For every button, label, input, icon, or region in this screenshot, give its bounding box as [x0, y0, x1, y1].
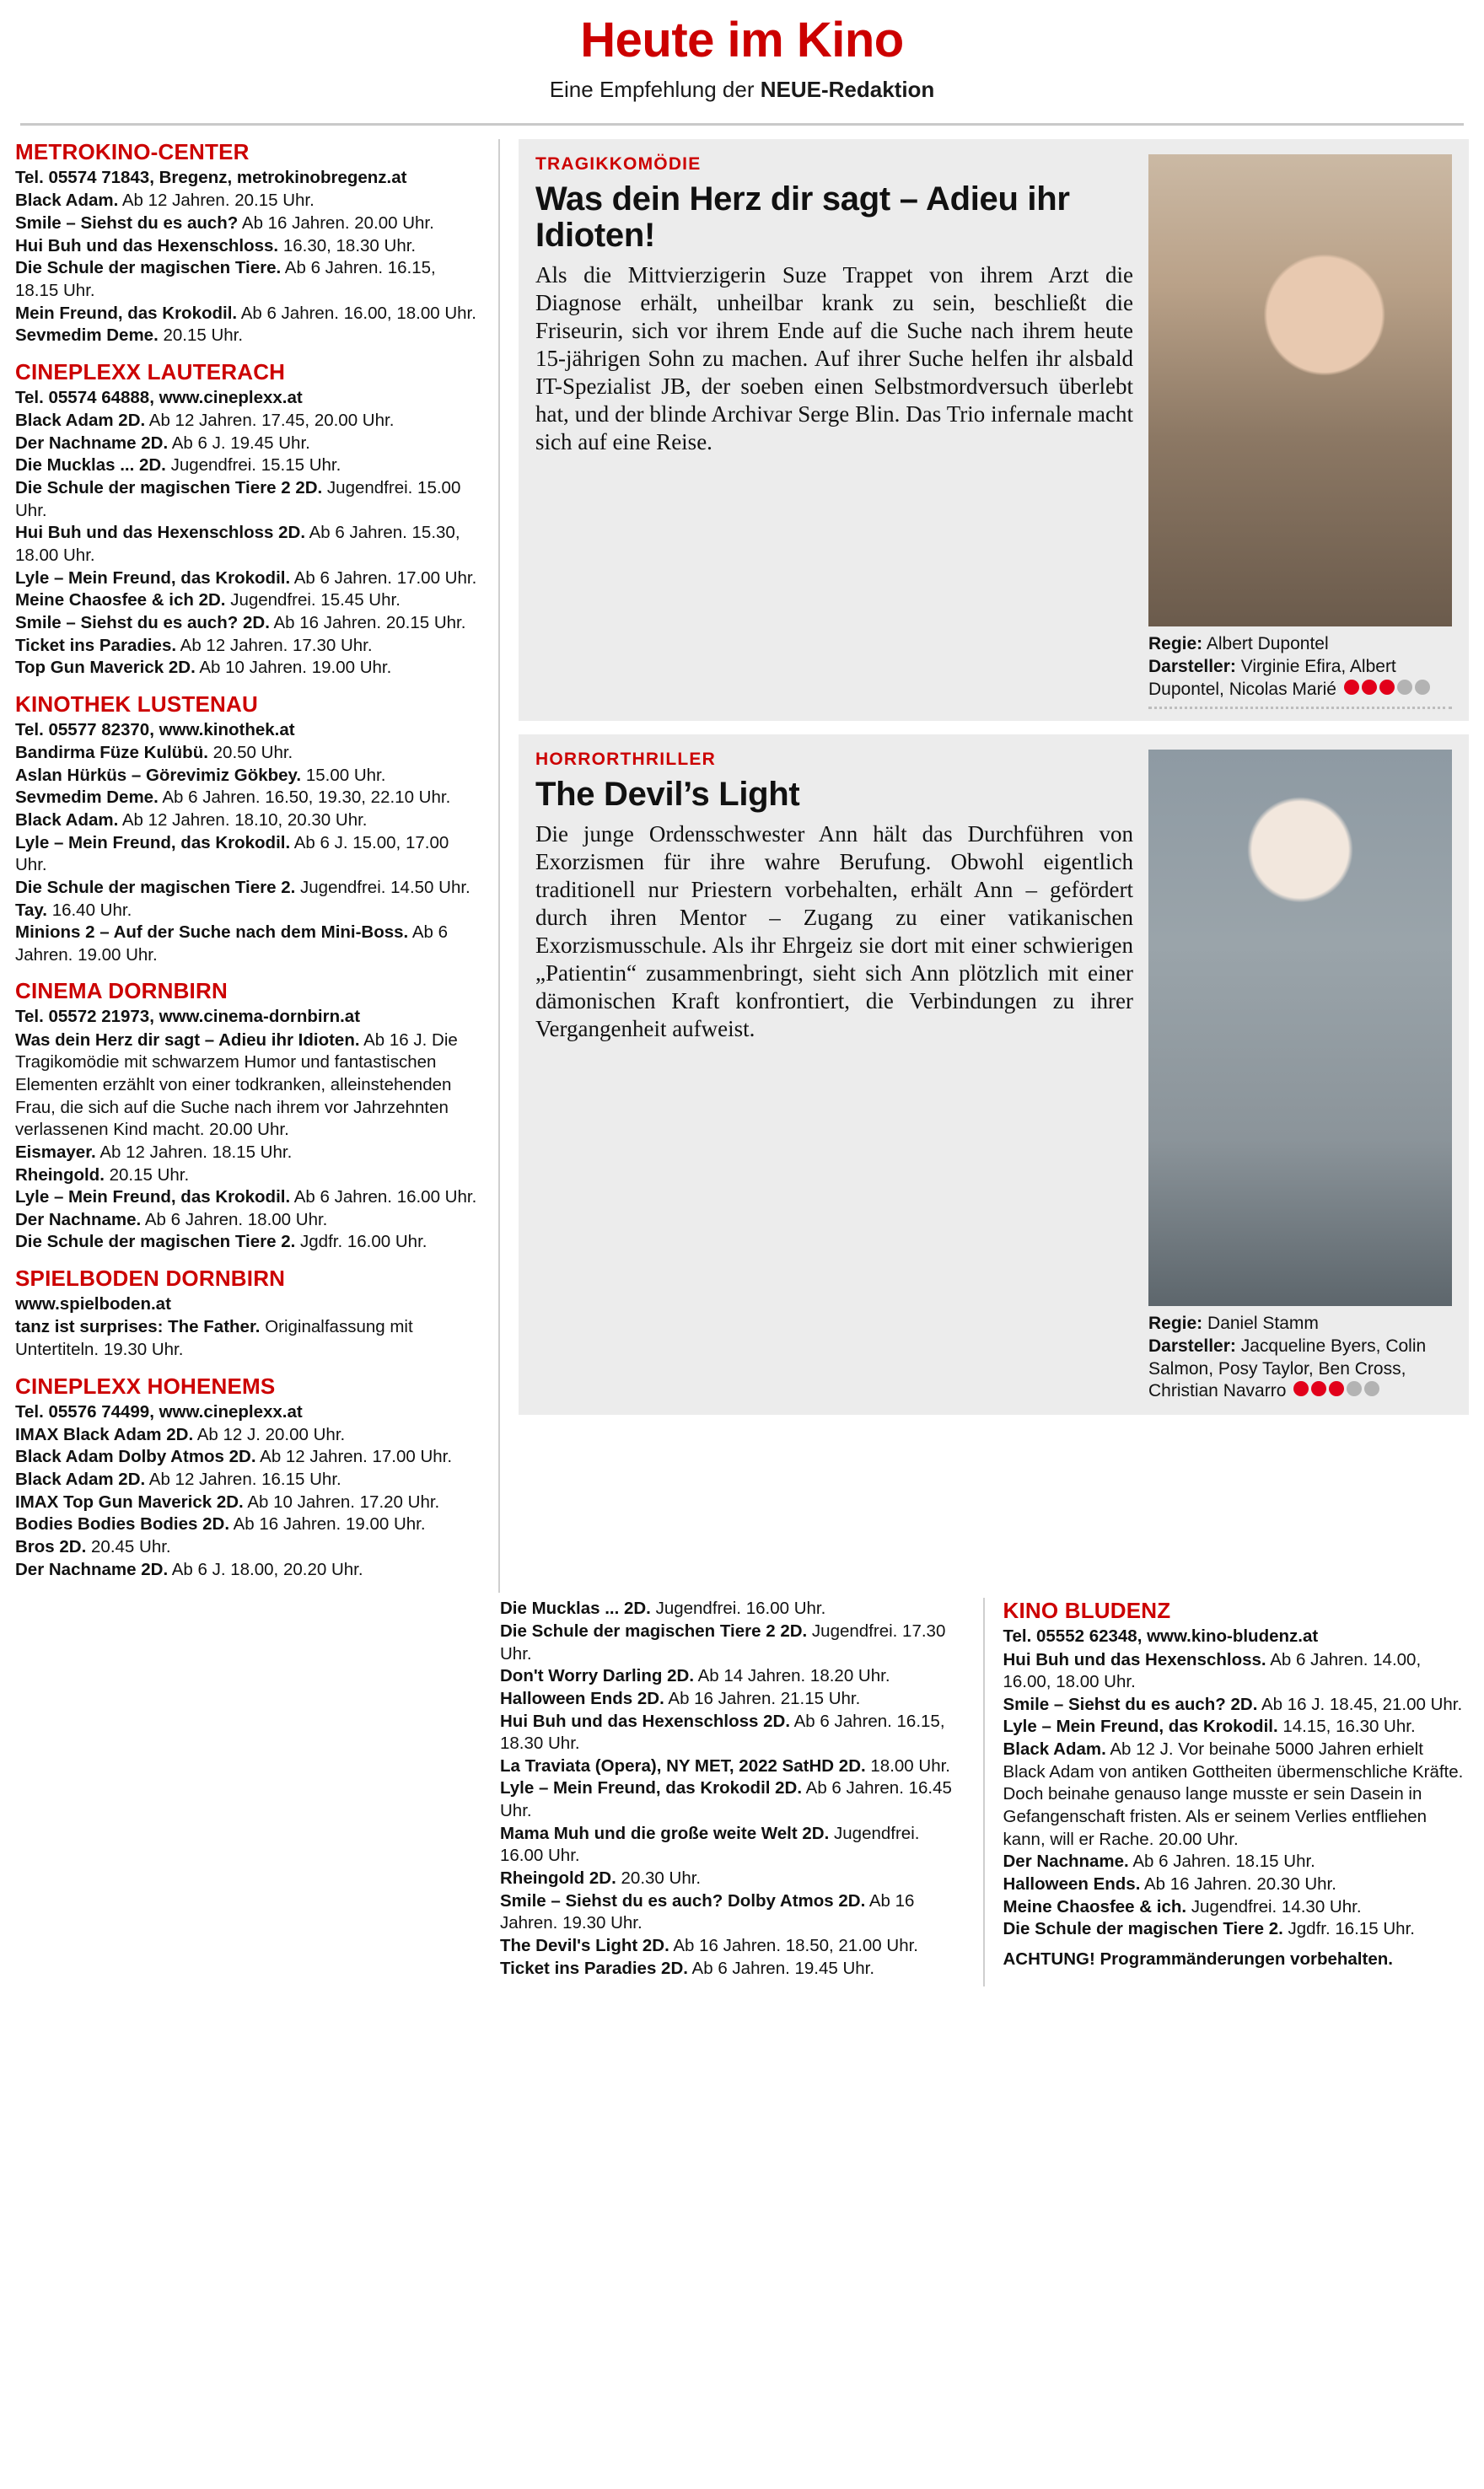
- review-card: [519, 734, 1469, 1416]
- film-title: Lyle – Mein Freund, das Krokodil.: [1003, 1717, 1278, 1737]
- film-title: Die Schule der magischen Tiere 2 2D.: [15, 478, 323, 498]
- cinema-block: [15, 359, 483, 680]
- film-info: Ab 16 Jahren. 21.15 Uhr.: [668, 1688, 861, 1708]
- film-info: Ab 6 Jahren. 16.45 Uhr.: [500, 1778, 952, 1821]
- cast-line: [1148, 1336, 1452, 1404]
- film-info: Originalfassung mit Untertiteln. 19.30 Uhr.: [15, 1317, 413, 1359]
- film-title: Bodies Bodies Bodies 2D.: [15, 1514, 230, 1535]
- film-entry: [15, 190, 483, 212]
- film-title: Lyle – Mein Freund, das Krokodil.: [15, 567, 291, 588]
- film-entry: [500, 1711, 966, 1755]
- film-info: Jugendfrei. 16.00 Uhr.: [500, 1823, 920, 1866]
- cinema-name: METROKINO-CENTER: [15, 139, 250, 165]
- film-entry: [15, 454, 483, 477]
- film-info: Ab 12 Jahren. 17.00 Uhr.: [260, 1447, 453, 1467]
- film-info: Ab 6 Jahren. 19.00 Uhr.: [15, 922, 449, 965]
- film-title: Der Nachname.: [15, 1209, 142, 1229]
- film-entry: [15, 1164, 483, 1187]
- film-title: Halloween Ends.: [1003, 1873, 1141, 1894]
- film-title: Hui Buh und das Hexenschloss 2D.: [500, 1711, 791, 1731]
- cinema-block: [15, 139, 483, 347]
- film-title: Hui Buh und das Hexenschloss 2D.: [15, 523, 306, 543]
- film-info: 20.15 Uhr.: [109, 1164, 190, 1185]
- review-genre: TRAGIKKOMÖDIE: [535, 154, 702, 175]
- bottom-section: [0, 1593, 1484, 1986]
- review-credits: [1148, 1313, 1452, 1404]
- film-title: IMAX Top Gun Maverick 2D.: [15, 1492, 244, 1512]
- film-entry: [15, 589, 483, 612]
- cinema-listings-column: [15, 139, 500, 1593]
- film-title: Smile – Siehst du es auch?: [15, 213, 239, 234]
- film-title: Smile – Siehst du es auch? 2D.: [15, 612, 270, 632]
- film-entry: [15, 765, 483, 788]
- film-entry: [500, 1621, 966, 1665]
- movie-poster-image: [1148, 750, 1452, 1306]
- cinema-name: CINEPLEXX LAUTERACH: [15, 358, 286, 384]
- film-title: Minions 2 – Auf der Suche nach dem Mini-Boss.: [15, 922, 409, 943]
- film-title: Aslan Hürküs – Görevimiz Gökbey.: [15, 765, 302, 785]
- film-info: Ab 16 Jahren. 20.15 Uhr.: [273, 612, 466, 632]
- film-entry: [15, 922, 483, 966]
- film-title: tanz ist surprises: The Father.: [15, 1317, 261, 1337]
- film-info: Ab 16 Jahren. 19.00 Uhr.: [233, 1514, 426, 1535]
- film-entry: [1003, 1896, 1470, 1919]
- film-entry: [15, 1469, 483, 1492]
- film-entry: [15, 212, 483, 235]
- film-info: Ab 12 Jahren. 18.10, 20.30 Uhr.: [121, 809, 368, 830]
- film-entry: [500, 1958, 966, 1981]
- film-info: 20.45 Uhr.: [91, 1537, 171, 1557]
- film-title: Die Schule der magischen Tiere 2.: [15, 1232, 296, 1252]
- rating-stars: [1342, 679, 1430, 702]
- film-title: IMAX Black Adam 2D.: [15, 1424, 194, 1444]
- film-title: Lyle – Mein Freund, das Krokodil 2D.: [500, 1778, 803, 1798]
- bottom-columns: [500, 1598, 1469, 1986]
- film-info: Jugendfrei. 14.30 Uhr.: [1191, 1896, 1362, 1916]
- cinema-name: CINEPLEXX HOHENEMS: [15, 1373, 276, 1399]
- film-title: Smile – Siehst du es auch? Dolby Atmos 2D.: [500, 1890, 866, 1911]
- cinema-name: CINEMA DORNBIRN: [15, 978, 228, 1004]
- cinema-block: [15, 1266, 483, 1362]
- review-card: [519, 139, 1469, 721]
- cinema-block: [15, 691, 483, 967]
- film-entry: [15, 1492, 483, 1514]
- film-entry: [15, 257, 483, 302]
- film-title: Ticket ins Paradies.: [15, 635, 177, 655]
- credits-divider: [1148, 707, 1452, 709]
- film-info: Ab 12 Jahren. 20.15 Uhr.: [121, 191, 315, 211]
- film-title: Halloween Ends 2D.: [500, 1688, 664, 1708]
- film-entry: [15, 787, 483, 809]
- film-info: 20.30 Uhr.: [621, 1868, 702, 1888]
- film-info: Ab 6 Jahren. 19.45 Uhr.: [691, 1958, 875, 1978]
- film-title: Black Adam Dolby Atmos 2D.: [15, 1447, 256, 1467]
- film-title: Lyle – Mein Freund, das Krokodil.: [15, 1187, 291, 1207]
- film-entry: [500, 1755, 966, 1778]
- film-entry: [15, 832, 483, 877]
- kino-bludenz-column: [985, 1598, 1470, 1986]
- review-side: [1148, 750, 1452, 1404]
- film-title: Rheingold 2D.: [500, 1868, 616, 1888]
- film-entry: [15, 1142, 483, 1164]
- film-info: Ab 12 J. Vor beinahe 5000 Jahren erhielt Black Adam von antiken Gottheiten übermenschliche Kräfte. Doch beinahe genauso lange musste er sein Dasein in Gefangenschaft fristen. Als er seinem Verlies entfliehen kann, will er Rache. 20.00 Uhr.: [1003, 1739, 1464, 1849]
- film-info: Ab 12 J. 20.00 Uhr.: [196, 1424, 346, 1444]
- film-entry: [15, 303, 483, 325]
- film-info: Ab 12 Jahren. 17.45, 20.00 Uhr.: [148, 411, 395, 431]
- film-title: La Traviata (Opera), NY MET, 2022 SatHD 2D.: [500, 1755, 866, 1776]
- film-title: Meine Chaosfee & ich 2D.: [15, 590, 226, 610]
- film-info: Jgdfr. 16.15 Uhr.: [1288, 1919, 1415, 1939]
- film-info: 15.00 Uhr.: [305, 765, 386, 785]
- film-entry: [1003, 1739, 1470, 1851]
- film-entry: [15, 900, 483, 922]
- subtitle-prefix: Eine Empfehlung der: [549, 77, 761, 103]
- film-info: Jgdfr. 16.00 Uhr.: [300, 1232, 427, 1252]
- film-entry: [1003, 1873, 1470, 1896]
- film-entry: [1003, 1694, 1470, 1717]
- film-info: Ab 16 Jahren. 18.50, 21.00 Uhr.: [673, 1935, 918, 1955]
- film-entry: [15, 1231, 483, 1254]
- film-info: Ab 6 Jahren. 18.00 Uhr.: [144, 1209, 328, 1229]
- film-info: 18.00 Uhr.: [870, 1755, 950, 1776]
- cast-label: Darsteller:: [1148, 1336, 1236, 1356]
- film-title: Hui Buh und das Hexenschloss.: [1003, 1649, 1266, 1669]
- film-title: Black Adam.: [15, 809, 119, 830]
- film-entry: [1003, 1649, 1470, 1694]
- film-entry: [1003, 1918, 1470, 1941]
- film-info: Ab 12 Jahren. 18.15 Uhr.: [99, 1142, 293, 1162]
- film-info: Ab 12 Jahren. 16.15 Uhr.: [148, 1470, 341, 1490]
- cinema-address: Tel. 05574 71843, Bregenz, metrokinobregenz.at: [15, 168, 407, 188]
- film-entry: [15, 1186, 483, 1209]
- film-entry: [15, 1559, 483, 1582]
- film-entry: [15, 433, 483, 455]
- film-entry: [15, 235, 483, 258]
- film-info: Jugendfrei. 15.15 Uhr.: [170, 455, 341, 476]
- film-title: Tay.: [15, 900, 47, 920]
- film-info: Jugendfrei. 14.50 Uhr.: [300, 877, 470, 897]
- cinema-address: Tel. 05572 21973, www.cinema-dornbirn.at: [15, 1007, 361, 1027]
- cast-names: Jacqueline Byers, Colin Salmon, Posy Taylor, Ben Cross, Christian Navarro: [1148, 1336, 1427, 1401]
- film-entry: [500, 1598, 966, 1621]
- review-text: [535, 750, 1133, 1404]
- film-entry: [500, 1665, 966, 1688]
- film-entry: [15, 1446, 483, 1469]
- cinema-name: KINO BLUDENZ: [1003, 1598, 1171, 1624]
- director-label: Regie:: [1148, 1313, 1203, 1333]
- film-entry: [15, 1424, 483, 1447]
- film-info: Ab 16 Jahren. 19.30 Uhr.: [500, 1890, 915, 1933]
- film-title: Die Schule der magischen Tiere.: [15, 258, 282, 278]
- film-info: Ab 6 Jahren. 17.00 Uhr.: [293, 567, 477, 588]
- bottom-spacer: [15, 1593, 500, 1986]
- film-title: Die Mucklas ... 2D.: [15, 455, 166, 476]
- film-entry: [500, 1890, 966, 1935]
- film-info: Jugendfrei. 17.30 Uhr.: [500, 1621, 946, 1664]
- subtitle-bold: NEUE-Redaktion: [760, 77, 935, 103]
- film-info: Ab 6 Jahren. 14.00, 16.00, 18.00 Uhr.: [1003, 1649, 1422, 1692]
- film-title: Lyle – Mein Freund, das Krokodil.: [15, 832, 291, 852]
- review-text: [535, 154, 1133, 709]
- film-title: Was dein Herz dir sagt – Adieu ihr Idioten.: [15, 1029, 360, 1050]
- film-info: Ab 16 J. Die Tragikomödie mit schwarzem Humor und fantastischen Elementen erzählt von einer todkranken, alleinstehenden Frau, die sich auf die Suche nach ihrem vor Jahrzehnten verlassenen Kind macht. 20.00 Uhr.: [15, 1029, 458, 1140]
- film-title: Top Gun Maverick 2D.: [15, 658, 196, 678]
- review-body: Als die Mittvierzigerin Suze Trappet von ihrem Arzt die Diagnose erhält, unheilbar krank zu sein, beschließt die Friseurin, sich vor ihrem Ende auf die Suche nach ihrem heute 15-jährigen Sohn zu machen. Auf ihrer Suche helfen ihr alsbald IT-Spezialist JB, der soeben einen Selbstmordversuch überlebt hat, und der blinde Archivar Serge Blin. Das Trio infernale macht sich auf eine Reise.: [535, 261, 1133, 454]
- review-body: Die junge Ordensschwester Ann hält das Durchführen von Exorzismen für ihre wahre Berufung. Obwohl eigentlich traditionell nur Priestern vorbehalten, erhält Ann – gefördert durch ihren Mentor – Zugang zu einer vatikanischen Exorzismusschule. Als ihr Ehrgeiz sie dort mit einer schwierigen „Patientin“ zusammenbringt, sieht sich Ann plötzlich mit einer dämonischen Kraft konfrontiert, die Verbindungen zu ihrer Vergangenheit aufweist.: [535, 821, 1133, 1041]
- film-title: Ticket ins Paradies 2D.: [500, 1958, 688, 1978]
- film-entry: [15, 657, 483, 680]
- film-title: Hui Buh und das Hexenschloss.: [15, 235, 279, 255]
- film-info: Ab 12 Jahren. 17.30 Uhr.: [180, 635, 373, 655]
- film-info: Ab 10 Jahren. 17.20 Uhr.: [247, 1492, 440, 1512]
- film-info: 14.15, 16.30 Uhr.: [1282, 1717, 1416, 1737]
- masthead: [0, 0, 1484, 111]
- film-entry: [15, 612, 483, 635]
- review-side: [1148, 154, 1452, 709]
- cinema-address: www.spielboden.at: [15, 1294, 171, 1314]
- film-entry: [15, 1513, 483, 1536]
- film-info: Ab 14 Jahren. 18.20 Uhr.: [697, 1666, 890, 1686]
- film-entry: [1003, 1716, 1470, 1739]
- film-title: Black Adam 2D.: [15, 411, 146, 431]
- cinema-block: [15, 1374, 483, 1582]
- page-title: Heute im Kino: [580, 13, 904, 67]
- film-info: Ab 16 Jahren. 20.00 Uhr.: [241, 213, 434, 234]
- film-entry: [15, 1029, 483, 1142]
- film-info: 16.40 Uhr.: [51, 900, 132, 920]
- film-info: Ab 6 J. 18.00, 20.20 Uhr.: [171, 1559, 363, 1579]
- film-info: Ab 6 J. 15.00, 17.00 Uhr.: [15, 832, 449, 875]
- review-genre: HORRORTHRILLER: [535, 749, 716, 769]
- cinema-block: [15, 978, 483, 1254]
- rating-stars: [1291, 1380, 1379, 1403]
- film-entry: [15, 742, 483, 765]
- film-entry: [500, 1777, 966, 1822]
- film-entry: [15, 809, 483, 832]
- cinema-address: Tel. 05577 82370, www.kinothek.at: [15, 719, 295, 739]
- cast-line: [1148, 656, 1452, 702]
- film-entry: [15, 1209, 483, 1232]
- film-title: Black Adam 2D.: [15, 1470, 146, 1490]
- review-title: Was dein Herz dir sagt – Adieu ihr Idioten!: [535, 180, 1070, 254]
- film-entry: [500, 1688, 966, 1711]
- film-info: 20.15 Uhr.: [163, 325, 244, 346]
- director-line: [1148, 633, 1452, 656]
- film-title: Bandirma Füze Kulübü.: [15, 743, 208, 763]
- director-name: Daniel Stamm: [1207, 1313, 1319, 1333]
- film-title: Mein Freund, das Krokodil.: [15, 303, 238, 323]
- cinema-name: KINOTHEK LUSTENAU: [15, 691, 258, 717]
- film-info: 16.30, 18.30 Uhr.: [282, 235, 417, 255]
- film-title: Eismayer.: [15, 1142, 96, 1162]
- film-title: The Devil's Light 2D.: [500, 1935, 669, 1955]
- film-title: Die Mucklas ... 2D.: [500, 1599, 651, 1619]
- film-title: Meine Chaosfee & ich.: [1003, 1896, 1187, 1916]
- film-title: Bros 2D.: [15, 1537, 87, 1557]
- film-entry: [15, 635, 483, 658]
- film-entry: [15, 477, 483, 522]
- review-title: The Devil’s Light: [535, 775, 800, 813]
- film-info: Ab 16 Jahren. 20.30 Uhr.: [1143, 1873, 1336, 1894]
- director-line: [1148, 1313, 1452, 1336]
- cinema-address: Tel. 05576 74499, www.cineplexx.at: [15, 1401, 303, 1422]
- cinema-name: SPIELBODEN DORNBIRN: [15, 1266, 286, 1292]
- film-entry: [15, 1536, 483, 1559]
- film-title: Rheingold.: [15, 1164, 105, 1185]
- page-subtitle: [0, 77, 1484, 103]
- review-credits: [1148, 633, 1452, 702]
- film-entry: [15, 410, 483, 433]
- hohenems-continued-column: [500, 1598, 985, 1986]
- film-title: Die Schule der magischen Tiere 2.: [1003, 1919, 1283, 1939]
- director-name: Albert Dupontel: [1206, 634, 1329, 654]
- film-info: 20.50 Uhr.: [212, 743, 293, 763]
- film-info: Jugendfrei. 15.00 Uhr.: [15, 478, 461, 520]
- film-info: Ab 6 Jahren. 16.15, 18.15 Uhr.: [15, 258, 436, 300]
- film-info: Ab 10 Jahren. 19.00 Uhr.: [199, 658, 392, 678]
- film-info: Ab 6 Jahren. 15.30, 18.00 Uhr.: [15, 523, 460, 565]
- film-entry: [15, 567, 483, 590]
- film-title: Die Schule der magischen Tiere 2 2D.: [500, 1621, 808, 1641]
- film-entry: [15, 1316, 483, 1361]
- film-title: Sevmedim Deme.: [15, 788, 159, 808]
- film-entry: [500, 1823, 966, 1868]
- film-info: Ab 16 J. 18.45, 21.00 Uhr.: [1261, 1694, 1463, 1714]
- cinema-address: Tel. 05552 62348, www.kino-bludenz.at: [1003, 1626, 1319, 1647]
- cast-label: Darsteller:: [1148, 657, 1236, 677]
- cast-names: Virginie Efira, Albert Dupontel, Nicolas Marié: [1148, 657, 1396, 699]
- film-info: Ab 6 Jahren. 16.00, 18.00 Uhr.: [240, 303, 476, 323]
- film-title: Der Nachname.: [1003, 1852, 1129, 1872]
- program-change-notice: ACHTUNG! Programmänderungen vorbehalten.: [1003, 1949, 1393, 1969]
- cinema-address: Tel. 05574 64888, www.cineplexx.at: [15, 387, 303, 407]
- film-title: Die Schule der magischen Tiere 2.: [15, 877, 296, 897]
- film-info: Ab 6 Jahren. 16.15, 18.30 Uhr.: [500, 1711, 945, 1754]
- film-info: Ab 6 J. 19.45 Uhr.: [171, 433, 310, 453]
- film-entry: [1003, 1851, 1470, 1873]
- director-label: Regie:: [1148, 634, 1203, 654]
- film-title: Mama Muh und die große weite Welt 2D.: [500, 1823, 830, 1843]
- main-content: [0, 126, 1484, 1593]
- film-info: Ab 6 Jahren. 16.00 Uhr.: [293, 1187, 477, 1207]
- film-title: Smile – Siehst du es auch? 2D.: [1003, 1694, 1258, 1714]
- film-entry: [15, 877, 483, 900]
- reviews-column: [500, 139, 1469, 1593]
- film-title: Der Nachname 2D.: [15, 433, 169, 453]
- film-entry: [15, 522, 483, 567]
- film-entry: [15, 325, 483, 347]
- film-title: Der Nachname 2D.: [15, 1559, 169, 1579]
- film-info: Ab 6 Jahren. 18.15 Uhr.: [1132, 1852, 1315, 1872]
- film-entry: [500, 1868, 966, 1890]
- film-info: Jugendfrei. 15.45 Uhr.: [230, 590, 401, 610]
- film-title: Sevmedim Deme.: [15, 325, 159, 346]
- film-info: Ab 6 Jahren. 16.50, 19.30, 22.10 Uhr.: [162, 788, 451, 808]
- film-title: Black Adam.: [1003, 1739, 1106, 1760]
- film-info: Jugendfrei. 16.00 Uhr.: [655, 1599, 826, 1619]
- film-title: Don't Worry Darling 2D.: [500, 1666, 695, 1686]
- movie-poster-image: [1148, 154, 1452, 626]
- film-entry: [500, 1935, 966, 1958]
- film-title: Black Adam.: [15, 191, 119, 211]
